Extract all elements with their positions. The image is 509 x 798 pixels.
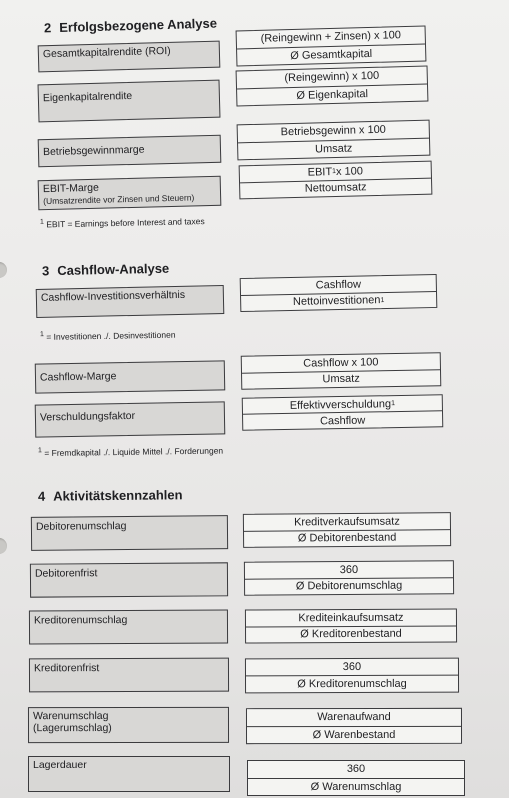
footnote-marker: 1 bbox=[39, 331, 44, 339]
metric-label: Debitorenfrist bbox=[34, 567, 98, 580]
formula-numerator: Kreditverkaufsumsatz bbox=[244, 513, 450, 531]
formula-numerator: Warenaufwand bbox=[247, 709, 461, 727]
metric-label: Gesamtkapitalrendite (ROI) bbox=[42, 44, 171, 61]
formula-denominator: Nettoinvestitionen 1 bbox=[292, 294, 385, 309]
formula-denominator: Umsatz bbox=[322, 372, 360, 386]
section-title: Aktivitätskennzahlen bbox=[53, 487, 183, 504]
formula-numerator: Krediteinkaufsumsatz bbox=[246, 609, 456, 627]
formula-numerator: 360 bbox=[245, 561, 453, 579]
metric-label: Kreditorenumschlag bbox=[33, 614, 128, 627]
metric-label-box bbox=[35, 360, 225, 393]
metric-label: Kreditorenfrist bbox=[33, 662, 100, 675]
metric-label-box bbox=[38, 80, 221, 123]
footnote-marker: 1 bbox=[380, 296, 385, 304]
formula-denominator: Ø Debitorenumschlag bbox=[295, 579, 403, 593]
metric-label: Cashflow-Marge bbox=[39, 370, 117, 384]
metric-label-box bbox=[30, 562, 228, 597]
footnote bbox=[40, 215, 205, 229]
formula-box bbox=[241, 352, 442, 389]
footnote-marker: 1 bbox=[332, 168, 337, 176]
formula-box bbox=[246, 708, 462, 744]
metric-label: Verschuldungsfaktor bbox=[39, 409, 136, 424]
metric-label-box bbox=[28, 707, 229, 743]
section-number: 3 bbox=[41, 263, 50, 279]
formula-denominator: Ø Gesamtkapital bbox=[290, 47, 373, 62]
formula-box bbox=[240, 274, 438, 312]
formula-box bbox=[236, 26, 427, 67]
punch-hole bbox=[0, 262, 7, 278]
footnote-text: EBIT = Earnings before Interest and taxes bbox=[46, 216, 205, 230]
formula-denominator: Cashflow bbox=[319, 414, 366, 427]
formula-denominator: Ø Eigenkapital bbox=[296, 87, 369, 102]
metric-sublabel: (Lagerumschlag) bbox=[32, 722, 112, 735]
punch-hole bbox=[0, 538, 7, 554]
footnote-marker: 1 bbox=[390, 400, 396, 408]
metric-label: Cashflow-Investitionsverhältnis bbox=[40, 288, 186, 304]
formula-numerator: 360 bbox=[248, 761, 464, 779]
formula-box bbox=[247, 760, 465, 796]
section-title: Erfolgsbezogene Analyse bbox=[59, 15, 218, 35]
formula-denominator: Nettoumsatz bbox=[304, 181, 367, 196]
metric-label: Warenumschlag bbox=[32, 710, 109, 723]
formula-denominator: Ø Kreditorenumschlag bbox=[297, 677, 407, 691]
metric-label-box bbox=[28, 756, 230, 792]
section-title: Cashflow-Analyse bbox=[57, 260, 170, 279]
section-heading bbox=[44, 16, 217, 36]
metric-sublabel: (Umsatzrendite vor Zinsen und Steuern) bbox=[43, 192, 195, 207]
formula-box bbox=[242, 394, 444, 431]
section-number: 2 bbox=[43, 20, 52, 36]
formula-numerator: Cashflow x 100 bbox=[242, 353, 440, 373]
footnote-marker: 1 bbox=[37, 447, 42, 455]
metric-label: Debitorenumschlag bbox=[35, 520, 127, 533]
metric-label-box bbox=[29, 609, 228, 644]
section-heading bbox=[42, 261, 170, 279]
metric-label: Lagerdauer bbox=[33, 759, 87, 771]
formula-numerator: Cashflow bbox=[241, 275, 436, 296]
formula-denominator: Ø Warenumschlag bbox=[310, 780, 402, 793]
formula-box bbox=[245, 608, 457, 643]
section-heading bbox=[38, 487, 183, 504]
metric-label: Eigenkapitalrendite bbox=[42, 89, 133, 105]
formula-box bbox=[237, 120, 431, 161]
formula-numerator: (Reingewinn + Zinsen) x 100 bbox=[237, 27, 425, 49]
metric-label-box bbox=[35, 401, 226, 437]
metric-label: Betriebsgewinnmarge bbox=[42, 143, 145, 159]
footnote-text: = Fremdkapital ./. Liquide Mittel ./. Forderungen bbox=[44, 445, 224, 459]
formula-box bbox=[244, 560, 454, 595]
footnote bbox=[38, 445, 223, 458]
formula-box bbox=[243, 512, 451, 548]
formula-numerator: Betriebsgewinn x 100 bbox=[238, 121, 429, 143]
footnote-text: = Investitionen ./. Desinvestitionen bbox=[46, 329, 176, 342]
formula-denominator: Ø Debitorenbestand bbox=[297, 531, 397, 545]
formula-numerator: Effektivverschuldung 1 bbox=[243, 395, 442, 414]
formula-numerator: 360 bbox=[246, 659, 458, 677]
formula-box bbox=[239, 161, 433, 200]
metric-label-box bbox=[29, 658, 229, 693]
metric-label: EBIT-Marge bbox=[42, 181, 100, 196]
formula-denominator: Ø Kreditorenbestand bbox=[300, 627, 402, 641]
metric-label-box bbox=[38, 41, 221, 73]
footnote-marker: 1 bbox=[39, 218, 44, 226]
footnote bbox=[40, 329, 176, 342]
formula-denominator: Ø Warenbestand bbox=[312, 728, 396, 741]
metric-label-box bbox=[38, 135, 222, 167]
metric-label-box bbox=[36, 285, 225, 318]
formula-numerator: EBIT 1 x 100 bbox=[240, 162, 431, 183]
formula-box bbox=[245, 658, 459, 694]
formula-numerator: (Reingewinn) x 100 bbox=[237, 67, 427, 89]
formula-denominator: Umsatz bbox=[314, 142, 353, 156]
metric-label-box bbox=[31, 515, 228, 551]
formula-box bbox=[236, 65, 429, 106]
metric-label-box bbox=[38, 176, 222, 210]
section-number: 4 bbox=[37, 488, 46, 504]
